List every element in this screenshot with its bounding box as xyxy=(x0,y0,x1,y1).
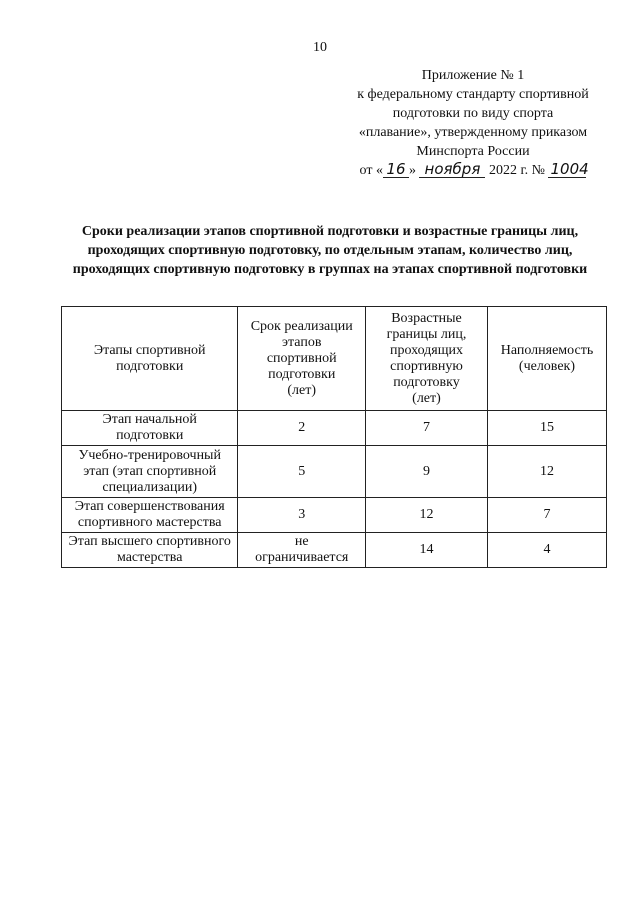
cell-duration: 2 xyxy=(238,411,366,446)
table-row xyxy=(62,533,607,568)
stages-table xyxy=(61,306,607,568)
handwritten-order-number: 1004 xyxy=(550,160,589,178)
header-stage: Этапы спортивной подготовки xyxy=(62,307,238,411)
document-title: Сроки реализации этапов спортивной подготовки и возрастные границы лиц, проходящих спортивную подготовку, по отдельным этапам, количество лиц, проходящих спортивную подготовку в группах на этапах спортивной подготовки xyxy=(72,224,588,277)
cell-age: 14 xyxy=(366,533,488,568)
header-duration: Срок реализации этапов спортивной подготовки (лет) xyxy=(238,307,366,411)
table-row xyxy=(62,498,607,533)
table-header-row xyxy=(62,307,607,411)
cell-duration: 3 xyxy=(238,498,366,533)
date-year: 2022 г. № xyxy=(488,163,545,178)
header-group-size: Наполняемость (человек) xyxy=(487,307,606,411)
cell-duration: не ограничивается xyxy=(238,533,366,568)
table-row xyxy=(62,446,607,498)
appendix-line-1: Приложение № 1 xyxy=(421,68,525,83)
cell-group-size: 15 xyxy=(487,411,606,446)
appendix-line-5: Минспорта России xyxy=(416,144,530,159)
cell-duration: 5 xyxy=(238,446,366,498)
appendix-line-3: подготовки по виду спорта xyxy=(392,106,554,121)
cell-stage: Этап высшего спортивного мастерства xyxy=(62,533,238,568)
date-mid: » xyxy=(408,163,416,178)
cell-age: 9 xyxy=(366,446,488,498)
cell-age: 7 xyxy=(366,411,488,446)
cell-group-size: 4 xyxy=(487,533,606,568)
appendix-line-2: к федеральному стандарту спортивной xyxy=(357,87,589,102)
appendix-line-4: «плавание», утвержденному приказом xyxy=(358,125,588,140)
page-number: 10 xyxy=(313,40,327,55)
table-row xyxy=(62,411,607,446)
cell-group-size: 12 xyxy=(487,446,606,498)
date-prefix: от « xyxy=(359,163,383,178)
cell-stage: Этап начальной подготовки xyxy=(62,411,238,446)
appendix-header xyxy=(340,66,606,180)
cell-stage: Учебно-тренировочный этап (этап спортивной специализации) xyxy=(62,446,238,498)
cell-age: 12 xyxy=(366,498,488,533)
handwritten-month: ноября xyxy=(419,162,485,178)
header-age: Возрастные границы лиц, проходящих спортивную подготовку (лет) xyxy=(366,307,488,411)
cell-stage: Этап совершенствования спортивного мастерства xyxy=(62,498,238,533)
cell-group-size: 7 xyxy=(487,498,606,533)
order-date-line xyxy=(340,161,606,180)
handwritten-day: 16 xyxy=(383,162,409,178)
